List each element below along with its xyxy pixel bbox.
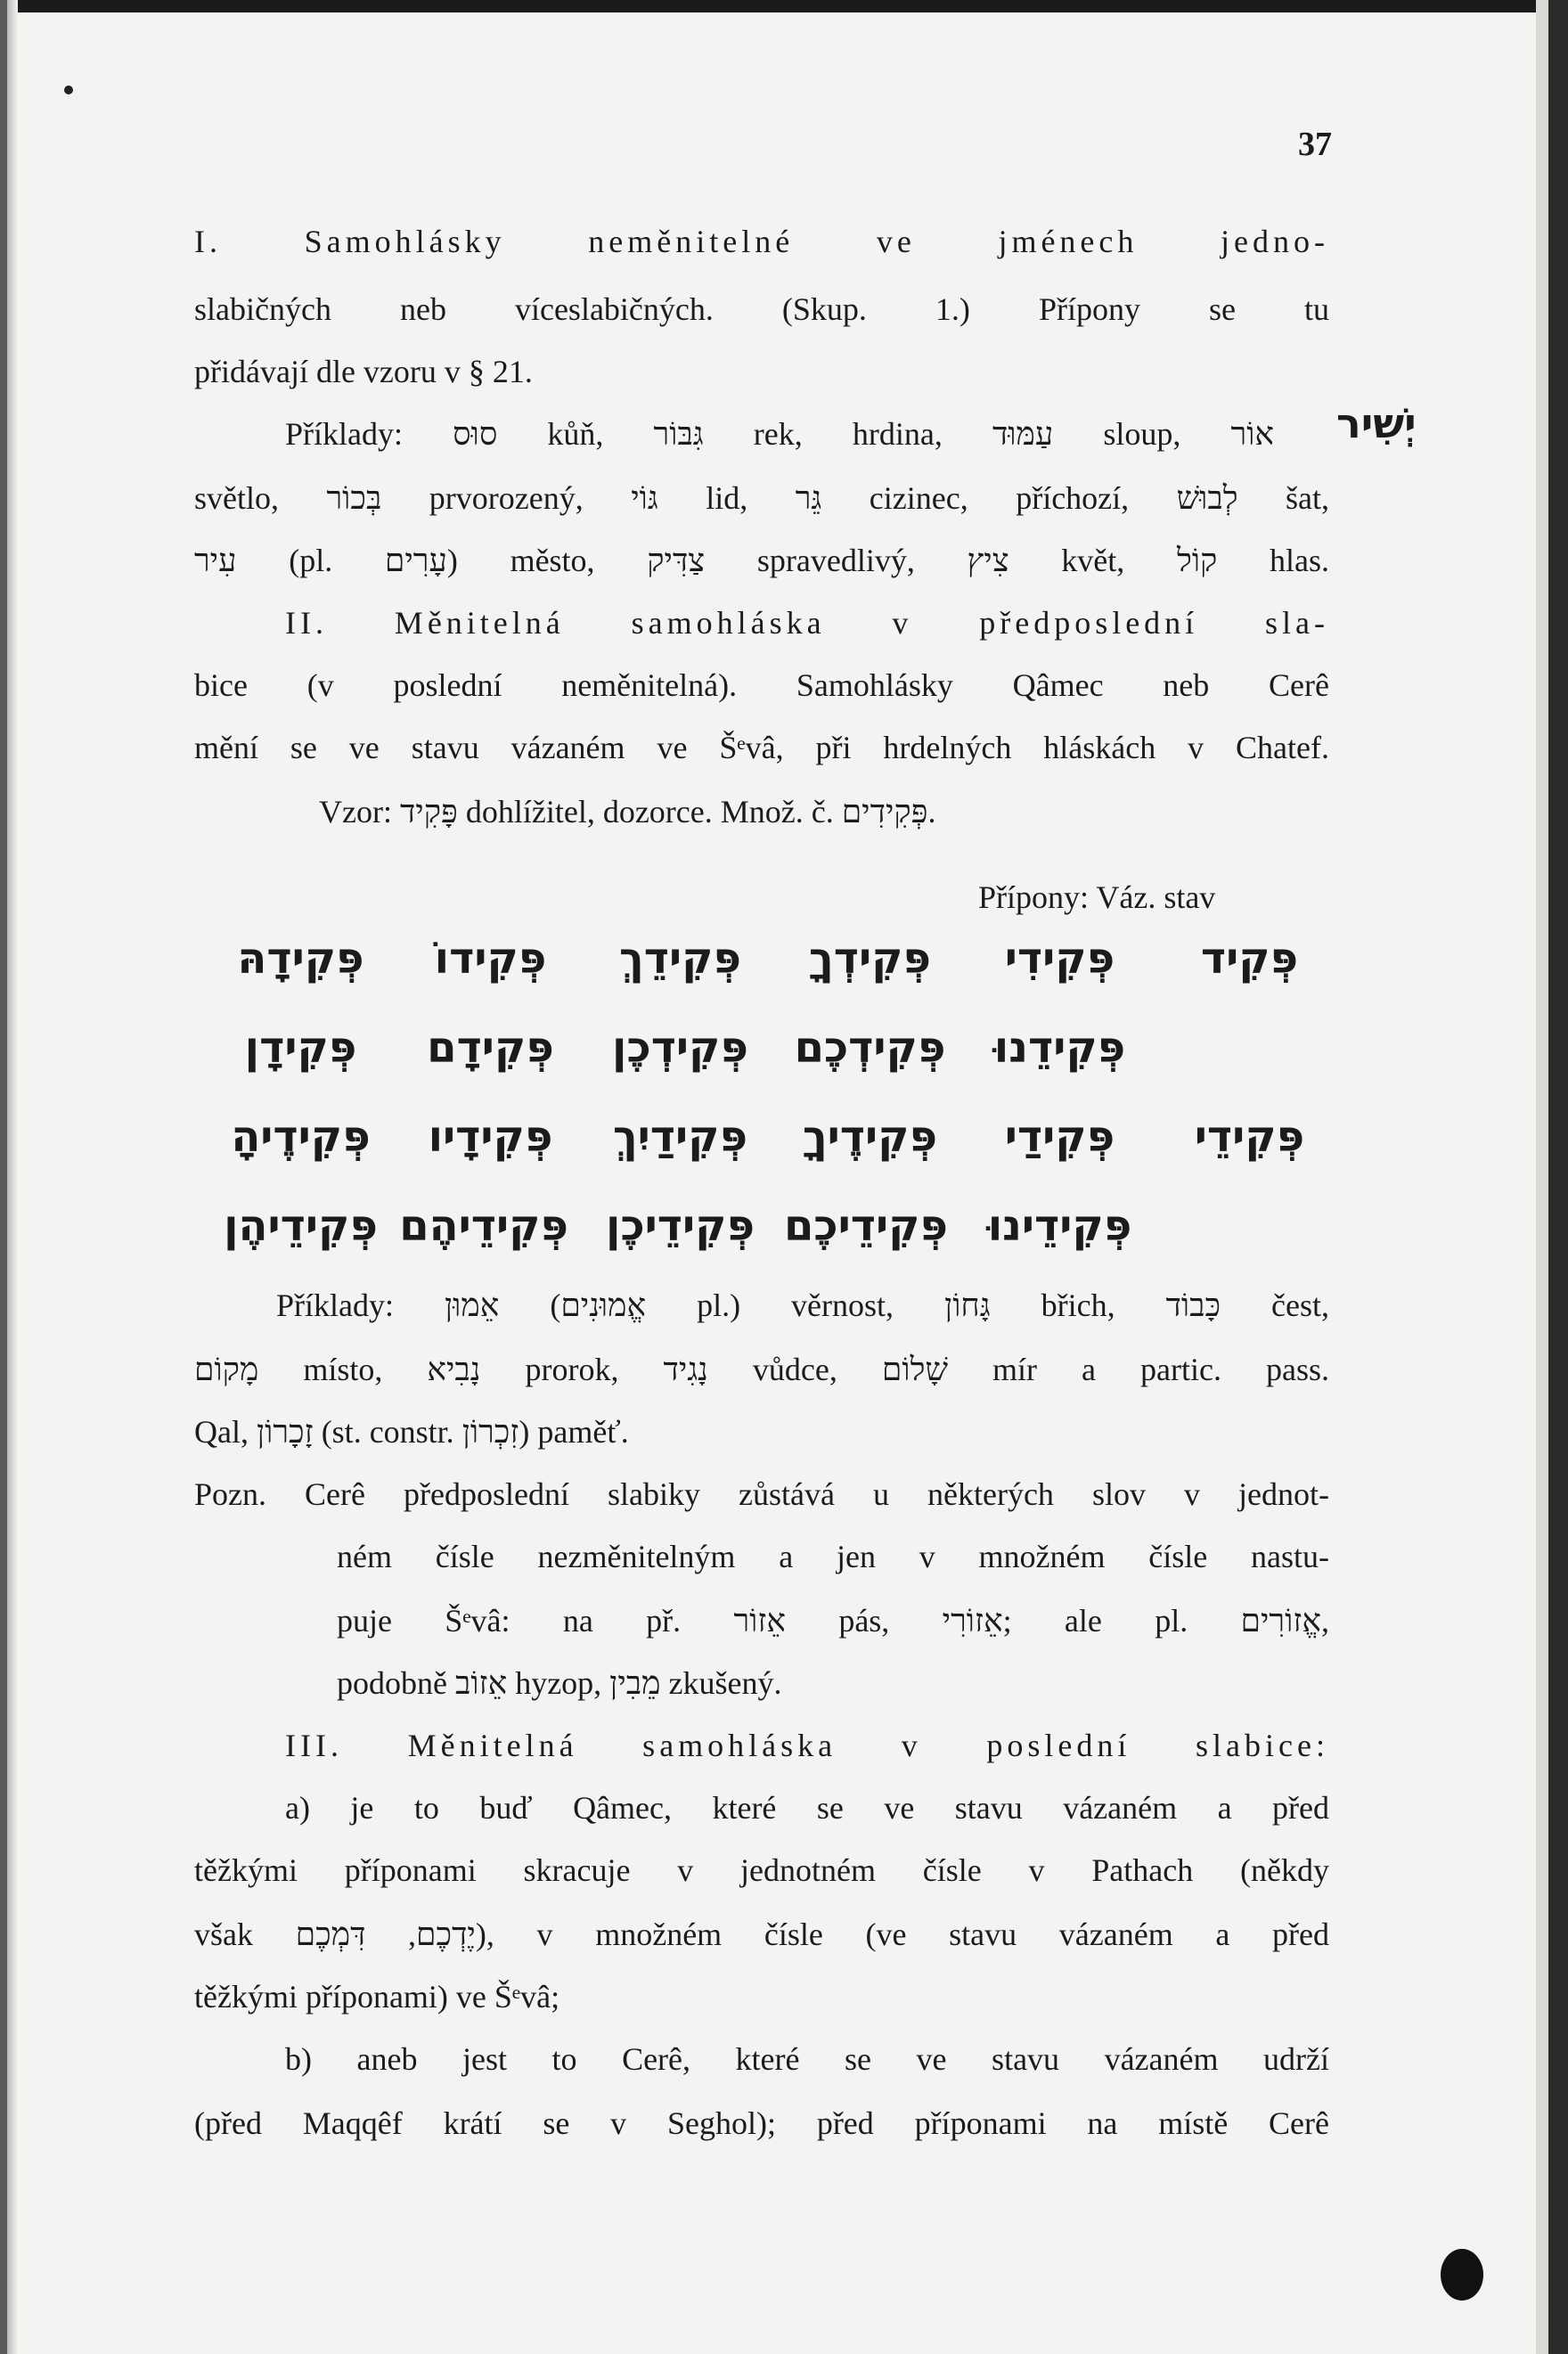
text-line: I. Samohlásky neměnitelné ve jménech jedno- [194,224,1329,259]
text-line: světlo, בְּכוֹר prvorozený, גּוֹי lid, גֵּר cizinec, příchozí, לְבוּשׁ šat, [194,480,1330,516]
page-top-edge [0,0,1568,12]
text-line: přidávají dle vzoru v § 21. [194,354,533,389]
text-line: b) aneb jest to Cerê, které se ve stavu vázaném udrží [285,2041,1329,2077]
paradigm-cell: פְּקִידְךָ [809,934,931,984]
text-line: Vzor: פָּקִיד dohlížitel, dozorce. Množ. č. פְּקִידִים. [319,794,936,830]
text-line: ném čísle nezměnitelným a jen v množném čísle nastu- [337,1539,1329,1574]
text-line: slabičných neb víceslabičných. (Skup. 1.) Přípony se tu [194,291,1329,327]
paradigm-cell: פְּקִידוֹ [434,934,547,984]
paradigm-row [223,1105,1327,1169]
text-line: puje Šᵉvâ: na př. אֵזוֹר pás, אֵזוֹרִי; ale pl. אֱזוֹרִים, [337,1603,1329,1639]
text-line: Qal, זָכָרוֹן (st. constr. זִכְרוֹן) paměť. [194,1414,629,1450]
page-left-edge [0,0,7,2354]
paradigm-cell: פְּקִידֵיכֶן [605,1201,755,1251]
paradigm-cell: פְּקִידֵינוּ [987,1201,1132,1251]
page-right-margin [1536,0,1548,2354]
paradigm-cell: פְּקִידֵיכֶם [783,1201,948,1251]
paradigm-cell: פְּקִידְכֶן [612,1023,748,1073]
paradigm-row [223,1194,1327,1258]
text-line: však יֶדְכֶם, דִּמְכֶם), v množném čísle (ve stavu vázaném a před [194,1917,1329,1952]
text-line: II. Měnitelná samohláska v předposlední sla- [285,605,1329,641]
text-line: מָקוֹם místo, נָבִיא prorok, נָגִיד vůdce, שָׁלוֹם mír a partic. pass. [194,1352,1329,1387]
ink-stain [1441,2249,1483,2301]
paradigm-cell: פְּקִידַיִךְ [612,1112,748,1162]
paradigm-cell: פְּקִידָהּ [237,934,364,984]
paradigm-cell: פְּקִידָיו [428,1112,553,1162]
paradigm-cell: פְּקִידֵיהֶם [399,1201,568,1251]
text-line: a) je to buď Qâmec, které se ve stavu vázaném a před [285,1790,1329,1826]
paradigm-cell: פְּקִידַי [1004,1112,1115,1162]
text-line: Příklady: סוּס kůň, גִּבּוֹר rek, hrdina, עַמּוּד sloup, אוֹר [285,416,1275,452]
text-line: těžkými příponami skracuje v jednotném čísle v Pathach (někdy [194,1852,1329,1888]
text-line: III. Měnitelná samohláska v poslední slabice: [285,1728,1329,1763]
text-line: bice (v poslední neměnitelná). Samohlásky Qâmec neb Cerê [194,667,1329,703]
paradigm-cell: פְּקִידֵיהֶן [224,1201,378,1251]
text-line: podobně אֵזוֹב hyzop, מֵבִין zkušený. [337,1665,782,1701]
speck-mark [64,86,73,94]
paradigm-cell: פְּקִידִי [1004,934,1115,984]
page-right-edge [1548,0,1568,2354]
text-line: těžkými příponami) ve Šᵉvâ; [194,1979,560,2015]
paradigm-cell: פְּקִידֵי [1194,1112,1305,1162]
text-line: עִיר (pl. עָרִים) město, צַדִּיק spravedlivý, צִיץ květ, קוֹל hlas. [194,543,1330,578]
paradigm-cell: פְּקִידָם [427,1023,554,1073]
text-line: Příklady: אֵמוּן (אֱמוּנִים pl.) věrnost, גָּחוֹן břich, כָּבוֹד čest, [276,1287,1330,1323]
paradigm-cell: פְּקִידֶיךָ [802,1112,938,1162]
paradigm-row [223,1016,1327,1080]
paradigm-cell: פְּקִידֵנוּ [993,1023,1126,1073]
paradigm-cell: פְּקִיד [1200,934,1299,984]
paradigm-cell: פְּקִידְכֶם [794,1023,946,1073]
text-line: mění se ve stavu vázaném ve Šᵉvâ, při hrdelných hláskách v Chatef. [194,730,1329,765]
paradigm-cell: פְּקִידֶיהָ [231,1112,371,1162]
text-line: (před Maqqêf krátí se v Seghol); před příponami na místě Cerê [194,2105,1329,2141]
page-number: 37 [1298,126,1332,163]
paradigm-row [223,927,1327,991]
paradigm-cell: פְּקִידָן [244,1023,357,1073]
paradigm-header: Přípony: Váz. stav [978,879,1216,915]
margin-note: יְשִׁיר [1336,399,1417,447]
page-left-shadow [7,0,18,2354]
paradigm-cell: פְּקִידֵךְ [619,934,741,984]
text-line: Pozn. Cerê předposlední slabiky zůstává u některých slov v jednot- [194,1476,1329,1512]
